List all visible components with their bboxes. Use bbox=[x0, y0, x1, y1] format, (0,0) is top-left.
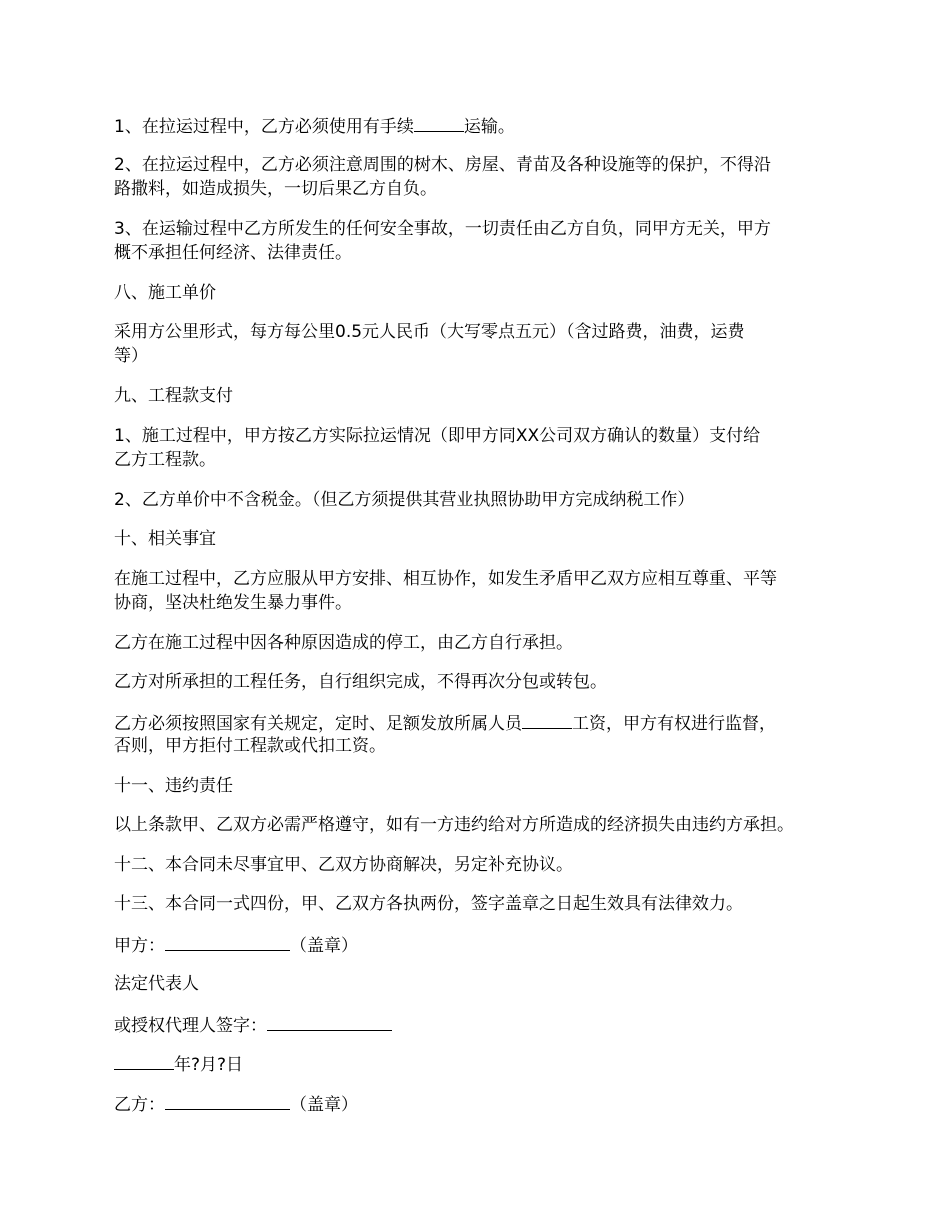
line-text: 年?月?日 bbox=[174, 1055, 244, 1075]
clause-copies: 十三、本合同一式四份，甲、乙双方各执两份，签字盖章之日起生效具有法律效力。 bbox=[114, 894, 743, 914]
fill-in-blank bbox=[165, 1091, 290, 1110]
clause-protection-line-2: 路撒料，如造成损失，一切后果乙方自负。 bbox=[114, 179, 437, 199]
line-text: 1、在拉运过程中，乙方必须使用有手续 bbox=[114, 117, 414, 137]
fill-in-blank bbox=[267, 1012, 392, 1031]
fill-in-blank bbox=[114, 1051, 174, 1070]
clause-unit-price-line-2: 等） bbox=[114, 346, 148, 366]
section-heading-unit-price: 八、施工单价 bbox=[114, 283, 216, 303]
fill-in-blank bbox=[165, 932, 290, 951]
clause-payment-line-2: 乙方工程款。 bbox=[114, 450, 216, 470]
clause-cooperation-line-2: 协商，坚决杜绝发生暴力事件。 bbox=[114, 593, 352, 613]
line-text: 甲方： bbox=[114, 936, 165, 956]
clause-safety-line-1: 3、在运输过程中乙方所发生的任何安全事故，一切责任由乙方自负，同甲方无关，甲方 bbox=[114, 219, 771, 239]
section-heading-payment: 九、工程款支付 bbox=[114, 386, 233, 406]
clause-protection-line-1: 2、在拉运过程中，乙方必须注意周围的树木、房屋、青苗及各种设施等的保护，不得沿 bbox=[114, 155, 771, 175]
party-b-signature-line bbox=[114, 1091, 844, 1118]
line-text: 乙方必须按照国家有关规定，定时、足额发放所属人员 bbox=[114, 714, 522, 734]
clause-wages-line-1 bbox=[114, 710, 844, 737]
legal-representative-label: 法定代表人 bbox=[114, 974, 199, 994]
clause-transport-permit bbox=[114, 113, 844, 140]
line-text: 工资，甲方有权进行监督， bbox=[572, 714, 776, 734]
clause-tax: 2、乙方单价中不含税金。（但乙方须提供其营业执照协助甲方完成纳税工作） bbox=[114, 490, 695, 510]
clause-unit-price-line-1: 采用方公里形式，每方每公里0.5元人民币（大写零点五元）（含过路费，油费，运费 bbox=[114, 322, 745, 342]
section-heading-related-matters: 十、相关事宜 bbox=[114, 529, 216, 549]
fill-in-blank bbox=[414, 113, 464, 132]
party-a-signature-line bbox=[114, 932, 844, 959]
clause-safety-line-2: 概不承担任何经济、法律责任。 bbox=[114, 243, 352, 263]
fill-in-blank bbox=[522, 710, 572, 729]
clause-supplement: 十二、本合同未尽事宜甲、乙双方协商解决，另定补充协议。 bbox=[114, 855, 573, 875]
clause-no-subcontract: 乙方对所承担的工程任务，自行组织完成，不得再次分包或转包。 bbox=[114, 672, 607, 692]
date-line bbox=[114, 1051, 844, 1078]
authorized-agent-signature-line bbox=[114, 1012, 844, 1039]
clause-cooperation-line-1: 在施工过程中，乙方应服从甲方安排、相互协作，如发生矛盾甲乙双方应相互尊重、平等 bbox=[114, 569, 777, 589]
section-heading-liability: 十一、违约责任 bbox=[114, 776, 233, 796]
clause-liability: 以上条款甲、乙双方必需严格遵守，如有一方违约给对方所造成的经济损失由违约方承担。 bbox=[114, 815, 794, 835]
clause-payment-line-1: 1、施工过程中，甲方按乙方实际拉运情况（即甲方同XX公司双方确认的数量）支付给 bbox=[114, 426, 761, 446]
line-text: 乙方： bbox=[114, 1095, 165, 1115]
line-text: （盖章） bbox=[290, 1095, 358, 1115]
line-text: 或授权代理人签字： bbox=[114, 1016, 267, 1036]
line-text: （盖章） bbox=[290, 936, 358, 956]
line-text: 运输。 bbox=[463, 117, 515, 137]
clause-work-stoppage: 乙方在施工过程中因各种原因造成的停工，由乙方自行承担。 bbox=[114, 633, 573, 653]
clause-wages-line-2: 否则，甲方拒付工程款或代扣工资。 bbox=[114, 736, 386, 756]
